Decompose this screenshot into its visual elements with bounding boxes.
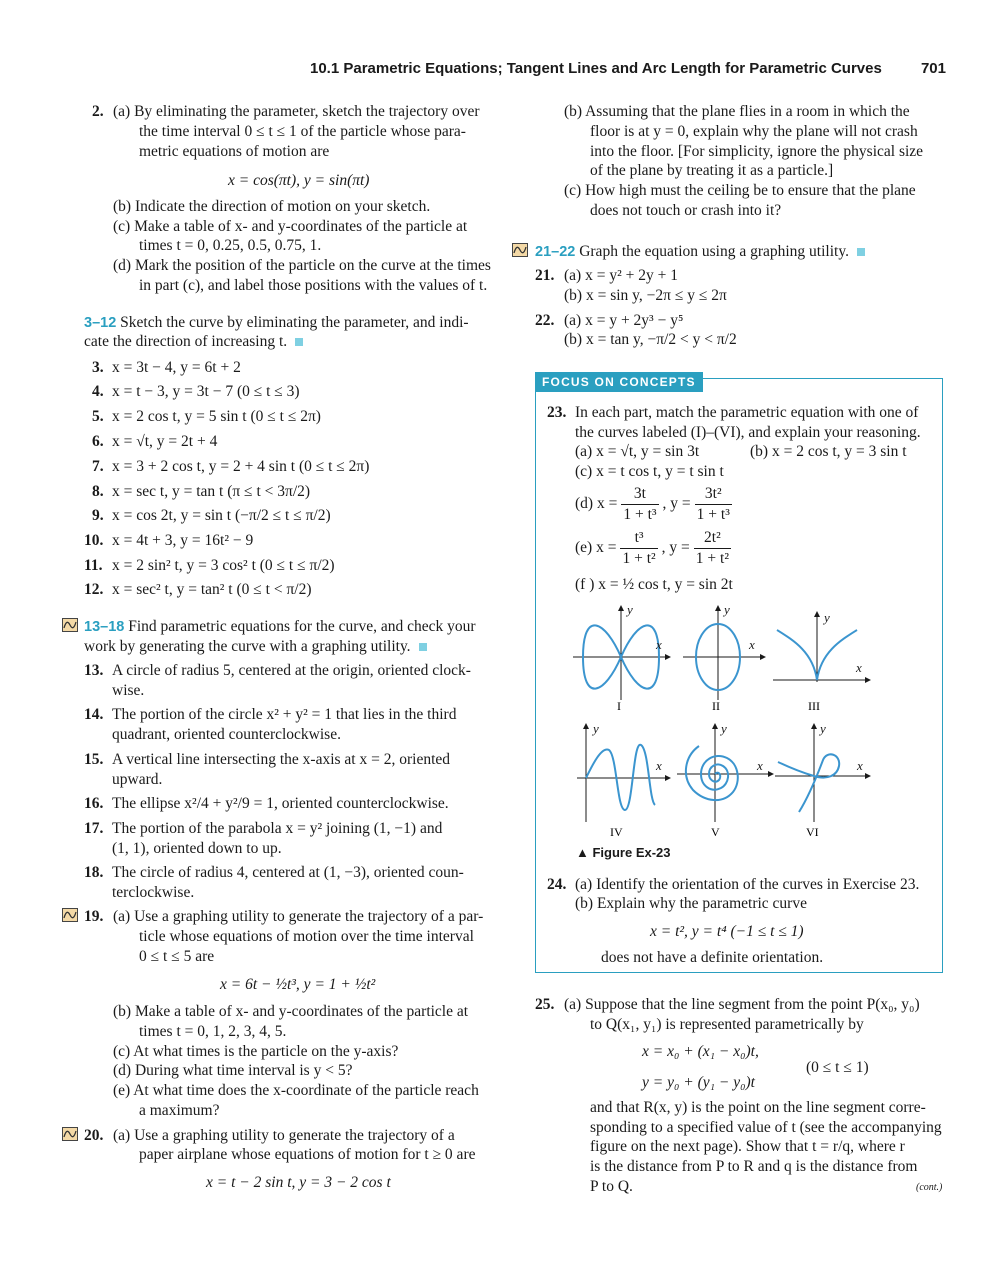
section-range: 3–12 — [84, 315, 117, 331]
fraction — [694, 528, 731, 568]
graph-label: VI — [806, 825, 819, 839]
ex2-a-line1: (a) By eliminating the parameter, sketch the trajectory over — [113, 103, 480, 120]
ex25-eq1: x = x₀ + (x₁ − x₀)t, — [642, 1043, 759, 1060]
numerator: 2t² — [694, 528, 731, 549]
exercise-text: The ellipse x²/4 + y²/9 = 1, oriented counterclockwise. — [112, 795, 449, 812]
ex22-a: (a) x = y + 2y³ − y⁵ — [564, 312, 684, 329]
curve — [586, 745, 655, 810]
ex2-c-line2: times t = 0, 0.25, 0.5, 0.75, 1. — [139, 237, 322, 254]
section-intro-2 — [84, 637, 427, 657]
ex25-eq2: y = y₀ + (y₁ − y₀)t — [642, 1074, 755, 1091]
x-axis-label: x — [749, 637, 755, 652]
ex19-e-line1: (e) At what time does the x-coordinate of the particle reach — [113, 1082, 479, 1099]
page-header — [310, 60, 946, 77]
curve — [778, 754, 839, 812]
numerator: 3t — [621, 484, 658, 505]
graph-label: III — [808, 699, 820, 713]
exercise-equation: x = 3t − 4, y = 6t + 2 — [112, 359, 241, 376]
section-intro — [535, 242, 865, 263]
ex23-d — [575, 484, 732, 524]
exercise-number: 23. — [547, 404, 567, 421]
ex23-e — [575, 528, 731, 568]
ex20-b-line3: into the floor. [For simplicity, ignore the physical size — [590, 143, 924, 160]
graphing-utility-icon — [512, 243, 528, 257]
ex23-c: (c) x = t cos t, y = t sin t — [575, 463, 724, 480]
ex19-b-line1: (b) Make a table of x- and y-coordinates of the particle at — [113, 1003, 469, 1020]
graph-label: II — [712, 699, 720, 713]
exercise-number: 13. — [84, 662, 104, 679]
ex19-d: (d) During what time interval is y < 5? — [113, 1062, 353, 1079]
section-text-2: work by generating the curve with a graphing utility. — [84, 638, 411, 655]
exercise-number: 16. — [84, 795, 104, 812]
ex23-d-prefix: (d) x = — [575, 495, 618, 513]
section-text: Sketch the curve by eliminating the parameter, and indi- — [120, 314, 469, 331]
exercise-text: A circle of radius 5, centered at the origin, oriented clock- — [112, 662, 471, 679]
ex23-e-middle: , y = — [661, 539, 690, 557]
ex19-equation: x = 6t − ½t³, y = 1 + ½t² — [220, 976, 376, 993]
exercise-number: 25. — [535, 996, 555, 1013]
exercise-equation: x = t − 3, y = 3t − 7 (0 ≤ t ≤ 3) — [112, 383, 300, 400]
ex25-line5: figure on the next page). Show that t = r/q, where r — [590, 1138, 905, 1155]
ex20-a-line2: paper airplane whose equations of motion for t ≥ 0 are — [139, 1146, 476, 1163]
ex2-a-line3: metric equations of motion are — [139, 143, 330, 160]
denominator: 1 + t² — [622, 549, 656, 567]
ex2-a-line2: the time interval 0 ≤ t ≤ 1 of the particle whose para- — [139, 123, 466, 140]
section-range: 13–18 — [84, 619, 125, 635]
exercise-number: 20. — [84, 1127, 104, 1144]
exercise-equation: x = 4t + 3, y = 16t² − 9 — [112, 532, 254, 549]
exercise-number: 17. — [84, 820, 104, 837]
exercise-number: 12. — [84, 581, 104, 598]
numerator: 3t² — [695, 484, 732, 505]
section-intro — [84, 617, 476, 638]
exercise-text: terclockwise. — [112, 884, 195, 901]
ex21-b: (b) x = sin y, −2π ≤ y ≤ 2π — [564, 287, 727, 304]
exercise-number: 18. — [84, 864, 104, 881]
ex24-b: (b) Explain why the parametric curve — [575, 895, 807, 912]
exercise-number: 5. — [92, 408, 104, 425]
ex19-a-line2: ticle whose equations of motion over the time interval — [139, 928, 474, 945]
exercise-number: 19. — [84, 908, 104, 925]
end-marker-icon — [419, 643, 427, 651]
focus-on-concepts-tab: FOCUS ON CONCEPTS — [535, 372, 703, 392]
y-axis-label: y — [627, 602, 633, 617]
exercise-text: The portion of the circle x² + y² = 1 that lies in the third — [112, 706, 457, 723]
section-range: 21–22 — [535, 244, 576, 260]
ex25-a-line1: (a) Suppose that the line segment from the point P(x₀, y₀) — [564, 996, 920, 1013]
ex2-d-line2: in part (c), and label those positions with the values of t. — [139, 277, 488, 294]
x-axis-label: x — [656, 637, 662, 652]
graph-III — [773, 610, 868, 713]
exercise-equation: x = cos 2t, y = sin t (−π/2 ≤ t ≤ π/2) — [112, 507, 331, 524]
section-title: 10.1 Parametric Equations; Tangent Lines and Arc Length for Parametric Curves — [310, 60, 882, 77]
fraction — [621, 484, 658, 524]
exercise-number: 10. — [84, 532, 104, 549]
ex25-line4: sponding to a specified value of t (see the accompanying — [590, 1119, 942, 1136]
exercise-number: 4. — [92, 383, 104, 400]
fraction — [695, 484, 732, 524]
ex23-line2: the curves labeled (I)–(VI), and explain your reasoning. — [575, 424, 921, 441]
exercise-equation: x = √t, y = 2t + 4 — [112, 433, 218, 450]
end-marker-icon — [857, 248, 865, 256]
exercise-text: (1, 1), oriented down to up. — [112, 840, 282, 857]
exercise-number: 8. — [92, 483, 104, 500]
section-text-2: cate the direction of increasing t. — [84, 333, 288, 350]
ex2-c-line1: (c) Make a table of x- and y-coordinates of the particle at — [113, 218, 468, 235]
x-axis-label: x — [856, 660, 862, 675]
ex19-e-line2: a maximum? — [139, 1102, 220, 1119]
exercise-equation: x = sec t, y = tan t (π ≤ t < 3π/2) — [112, 483, 311, 500]
graph-V — [677, 721, 771, 839]
exercise-number: 22. — [535, 312, 555, 329]
y-axis-label: y — [593, 721, 599, 736]
ex22-b: (b) x = tan y, −π/2 < y < π/2 — [564, 331, 737, 348]
y-axis-label: y — [724, 602, 730, 617]
ex25-line3: and that R(x, y) is the point on the line segment corre- — [590, 1099, 926, 1116]
exercise-number: 15. — [84, 751, 104, 768]
section-intro — [84, 313, 469, 334]
graph-II — [683, 602, 763, 713]
ex24-a: (a) Identify the orientation of the curves in Exercise 23. — [575, 876, 920, 893]
ex23-a: (a) x = √t, y = sin 3t — [575, 443, 700, 460]
ex21-a: (a) x = y² + 2y + 1 — [564, 267, 678, 284]
ex25-condition: (0 ≤ t ≤ 1) — [806, 1059, 869, 1076]
ex2-d-line1: (d) Mark the position of the particle on the curve at the times — [113, 257, 491, 274]
exercise-equation: x = 2 sin² t, y = 3 cos² t (0 ≤ t ≤ π/2) — [112, 557, 335, 574]
ex23-f: (f ) x = ½ cos t, y = sin 2t — [575, 576, 733, 593]
graph-IV — [577, 721, 668, 839]
page-number: 701 — [920, 60, 946, 77]
exercise-text: The circle of radius 4, centered at (1, −3), oriented coun- — [112, 864, 464, 881]
y-axis-label: y — [824, 610, 830, 625]
x-axis-label: x — [857, 758, 863, 773]
ex23-b: (b) x = 2 cos t, y = 3 sin t — [750, 443, 907, 460]
ex19-c: (c) At what times is the particle on the y-axis? — [113, 1043, 399, 1060]
exercise-number: 2. — [92, 103, 104, 120]
ex25-a-line2: to Q(x₁, y₁) is represented parametrically by — [590, 1016, 864, 1033]
section-intro-2 — [84, 332, 303, 352]
ex20-b-line1: (b) Assuming that the plane flies in a room in which the — [564, 103, 910, 120]
graphing-utility-icon — [62, 1127, 78, 1141]
ex19-a-line1: (a) Use a graphing utility to generate the trajectory of a par- — [113, 908, 484, 925]
graph-I — [573, 602, 668, 713]
exercise-number: 7. — [92, 458, 104, 475]
ex20-b-line2: floor is at y = 0, explain why the plane will not crash — [590, 123, 918, 140]
ex20-c-line2: does not touch or crash into it? — [590, 202, 782, 219]
y-axis-label: y — [820, 721, 826, 736]
exercise-number: 3. — [92, 359, 104, 376]
numerator: t³ — [620, 528, 657, 549]
graph-VI — [775, 721, 868, 839]
end-marker-icon — [295, 338, 303, 346]
graphing-utility-icon — [62, 618, 78, 632]
exercise-number: 24. — [547, 876, 567, 893]
exercise-number: 6. — [92, 433, 104, 450]
ex20-equation: x = t − 2 sin t, y = 3 − 2 cos t — [206, 1174, 391, 1191]
graph-label: V — [711, 825, 720, 839]
continued-note: (cont.) — [916, 1182, 943, 1193]
ex19-b-line2: times t = 0, 1, 2, 3, 4, 5. — [139, 1023, 287, 1040]
exercise-text: A vertical line intersecting the x-axis at x = 2, oriented — [112, 751, 451, 768]
exercise-number: 21. — [535, 267, 555, 284]
exercise-text: wise. — [112, 682, 145, 699]
ex24-end: does not have a definite orientation. — [601, 949, 824, 966]
y-axis-label: y — [721, 721, 727, 736]
ex2-equation: x = cos(πt), y = sin(πt) — [228, 172, 370, 189]
exercise-number: 11. — [84, 557, 103, 574]
ex23-e-prefix: (e) x = — [575, 539, 617, 557]
graphing-utility-icon — [62, 908, 78, 922]
denominator: 1 + t² — [695, 549, 729, 567]
ex25-line7: P to Q. — [590, 1178, 633, 1195]
denominator: 1 + t³ — [623, 505, 657, 523]
fraction — [620, 528, 657, 568]
graph-label: IV — [610, 825, 623, 839]
curve — [686, 746, 738, 800]
ex20-b-line4: of the plane by treating it as a particle.] — [590, 162, 834, 179]
exercise-equation: x = sec² t, y = tan² t (0 ≤ t < π/2) — [112, 581, 312, 598]
exercise-text: quadrant, oriented counterclockwise. — [112, 726, 341, 743]
ex20-c-line1: (c) How high must the ceiling be to ensure that the plane — [564, 182, 916, 199]
ex23-line1: In each part, match the parametric equation with one of — [575, 404, 919, 421]
denominator: 1 + t³ — [696, 505, 730, 523]
figure-ex-23 — [565, 600, 905, 850]
exercise-number: 9. — [92, 507, 104, 524]
exercise-text: The portion of the parabola x = y² joining (1, −1) and — [112, 820, 443, 837]
ex20-a-line1: (a) Use a graphing utility to generate the trajectory of a — [113, 1127, 455, 1144]
section-text: Graph the equation using a graphing utility. — [579, 243, 849, 260]
graph-label: I — [617, 699, 621, 713]
section-text: Find parametric equations for the curve, and check your — [128, 618, 476, 635]
figure-caption: ▲ Figure Ex-23 — [576, 845, 671, 860]
exercise-text: upward. — [112, 771, 163, 788]
ex23-d-middle: , y = — [662, 495, 691, 513]
ex24-equation: x = t², y = t⁴ (−1 ≤ t ≤ 1) — [650, 923, 804, 940]
ex25-line6: is the distance from P to R and q is the distance from — [590, 1158, 918, 1175]
ex19-a-line3: 0 ≤ t ≤ 5 are — [139, 948, 215, 965]
exercise-equation: x = 2 cos t, y = 5 sin t (0 ≤ t ≤ 2π) — [112, 408, 321, 425]
ex2-b: (b) Indicate the direction of motion on your sketch. — [113, 198, 431, 215]
x-axis-label: x — [656, 758, 662, 773]
exercise-number: 14. — [84, 706, 104, 723]
exercise-equation: x = 3 + 2 cos t, y = 2 + 4 sin t (0 ≤ t ≤ 2π) — [112, 458, 370, 475]
x-axis-label: x — [757, 758, 763, 773]
